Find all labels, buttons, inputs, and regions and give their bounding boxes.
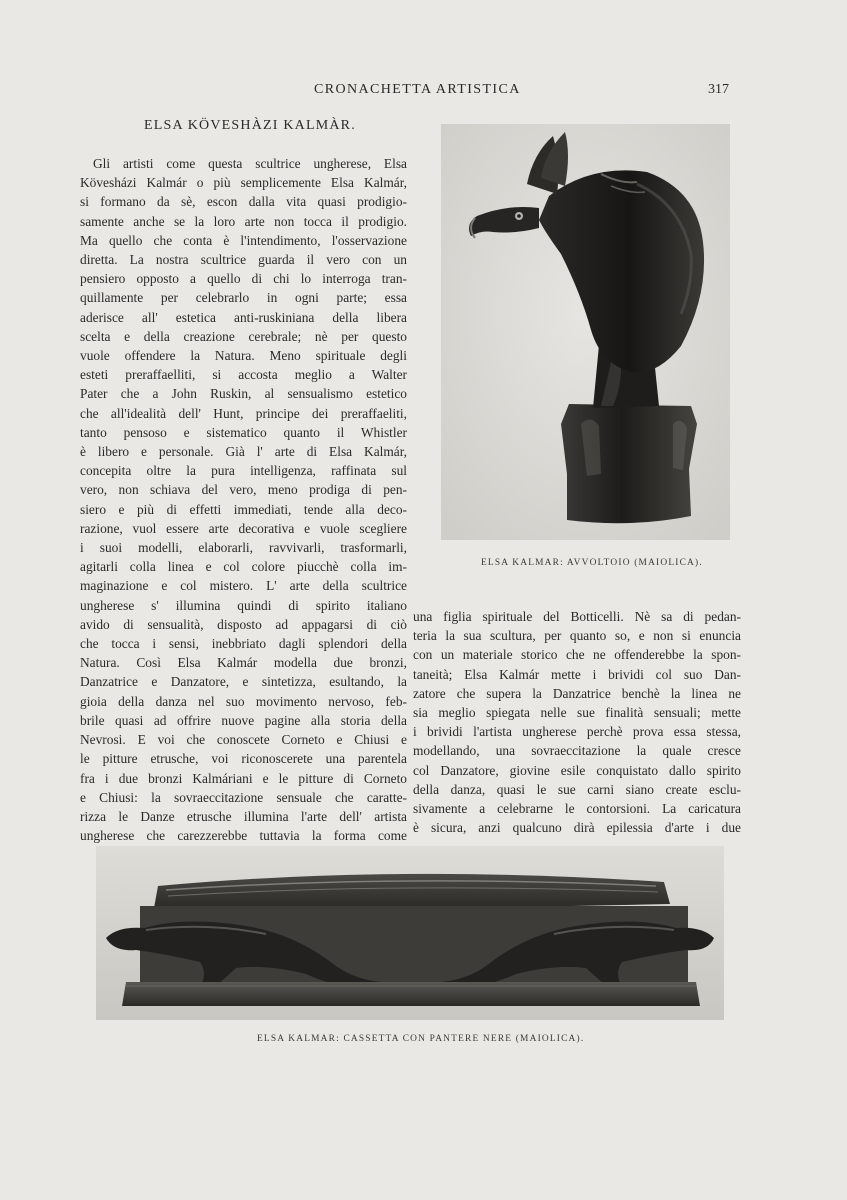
text-line: Pater che a John Ruskin, al sensualismo estetico	[80, 386, 407, 402]
text-line: le pitture etrusche, voi riconoscerete una parentela	[80, 751, 407, 767]
text-line: taneità; Elsa Kalmár mette i brividi col suo Dan-	[413, 666, 741, 682]
text-line: Natura. Così Elsa Kalmár modella due bronzi,	[80, 655, 407, 671]
text-line: gioia della danza nel suo movimento nervoso, feb-	[80, 693, 407, 709]
text-line: ungherese che carezzerebbe tuttavia la forma come	[80, 828, 407, 844]
running-head	[0, 82, 847, 102]
text-line: tanto pensoso e sistematico quanto il Whistler	[80, 424, 407, 440]
text-line: vero, non schiava del vero, meno prodiga di pen-	[80, 482, 407, 498]
text-line: è sicura, anzi qualcuno dirà epilessia d'arte i due	[413, 820, 741, 836]
text-line: i suoi modelli, elaborarli, ravvivarli, trasformarli,	[80, 540, 407, 556]
vulture-caption: ELSA KALMAR: AVVOLTOIO (MAIOLICA).	[481, 558, 703, 568]
article-title: ELSA KÖVESHÀZI KALMÀR.	[144, 118, 356, 133]
text-line: modellando, una sovraeccitazione la quale cresce	[413, 743, 741, 759]
text-line: concepita oltre la pura intelligenza, raffinata sul	[80, 463, 407, 479]
text-line: i brividi l'artista ungherese perchè prova essa stessa,	[413, 724, 741, 740]
text-line: che tocca i sensi, inebbriato dagli splendori della	[80, 636, 407, 652]
running-title: CRONACHETTA ARTISTICA	[314, 82, 521, 97]
text-line: sia meglio spiegata nelle sue finalità sensuali; mette	[413, 705, 741, 721]
left-column	[80, 154, 407, 845]
text-line: scelta e della creazione cerebrale; nè per questo	[80, 328, 407, 344]
text-line: quillamente per celebrarlo in ogni parte; essa	[80, 290, 407, 306]
vulture-photo	[441, 124, 730, 540]
text-line: Danzatrice e Danzatore, e sintetizza, esultando, la	[80, 674, 407, 690]
text-line: diretta. La nostra scultrice guarda il vero con un	[80, 252, 407, 268]
vulture-sculpture-image	[441, 124, 730, 540]
text-line: si formano da sè, escon dalla vita quasi prodigio-	[80, 194, 407, 210]
right-column	[413, 607, 741, 837]
text-line: vuole offendere la Natura. Meno spirituale degli	[80, 348, 407, 364]
panther-box-caption: ELSA KALMAR: CASSETTA CON PANTERE NERE (MAIOLICA).	[257, 1034, 585, 1044]
text-line: fra i due bronzi Kalmáriani e le pitture di Corneto	[80, 770, 407, 786]
text-line: una figlia spirituale del Botticelli. Nè sa di pedan-	[413, 609, 741, 624]
text-line: che all'idealità dell' Hunt, principe dei preraffaeliti,	[80, 405, 407, 421]
text-line: Gli artisti come questa scultrice ungherese, Elsa	[93, 156, 407, 171]
text-line: Nevrosi. E voi che conoscete Corneto e Chiusi e	[80, 732, 407, 748]
text-line: samente anche se la loro arte non tocca il prodigio.	[80, 213, 407, 229]
text-line: agitarli colla linea e col colore piucchè colla im-	[80, 559, 407, 575]
text-line: e Chiusi: la sovraeccitazione sensuale che caratte-	[80, 789, 407, 805]
text-line: razione, vuol essere arte decorativa e vuole scegliere	[80, 520, 407, 536]
panther-box-image	[96, 846, 724, 1020]
text-line: pensiero opposto a quello di chi lo interroga tran-	[80, 271, 407, 287]
text-line: è libero e personale. Già l' arte di Elsa Kalmár,	[80, 444, 407, 460]
text-line: ungherese s' illumina quindi di spirito italiano	[80, 597, 407, 613]
text-line: Kövesházi Kalmár o più semplicemente Elsa Kalmár,	[80, 175, 407, 191]
text-line: con un materiale storico che ne offenderebbe la spon-	[413, 647, 741, 663]
panther-box-photo	[96, 846, 724, 1020]
text-line: Ma quello che conta è l'intendimento, l'osservazione	[80, 232, 407, 248]
text-line: rizza le Danze etrusche illumina l'arte dell' artista	[80, 808, 407, 824]
text-line: maginazione e col mistero. L' arte della scultrice	[80, 578, 407, 594]
text-line: siero e più di effetti immediati, tende alla deco-	[80, 501, 407, 517]
text-line: aderisce all' estetica anti-ruskiniana della libera	[80, 309, 407, 325]
text-line: sivamente a celebrarne le contorsioni. La caricatura	[413, 801, 741, 817]
text-line: avido di sensualità, disposto ad appagarsi di ciò	[80, 616, 407, 632]
text-line: esteti preraffaelliti, si accosta meglio a Walter	[80, 367, 407, 383]
text-line: teria la sua scultura, per quanto so, e non si enuncia	[413, 628, 741, 644]
text-line: zatore che supera la Danzatrice benchè la linea ne	[413, 685, 741, 701]
text-line: brile quasi ad offrire nuove pagine alla storia della	[80, 712, 407, 728]
text-line: col Danzatore, giovine esile conquistato dallo spirito	[413, 762, 741, 778]
text-line: della danza, quasi le sue carni siano create esclu-	[413, 781, 741, 797]
page-number: 317	[708, 82, 729, 97]
